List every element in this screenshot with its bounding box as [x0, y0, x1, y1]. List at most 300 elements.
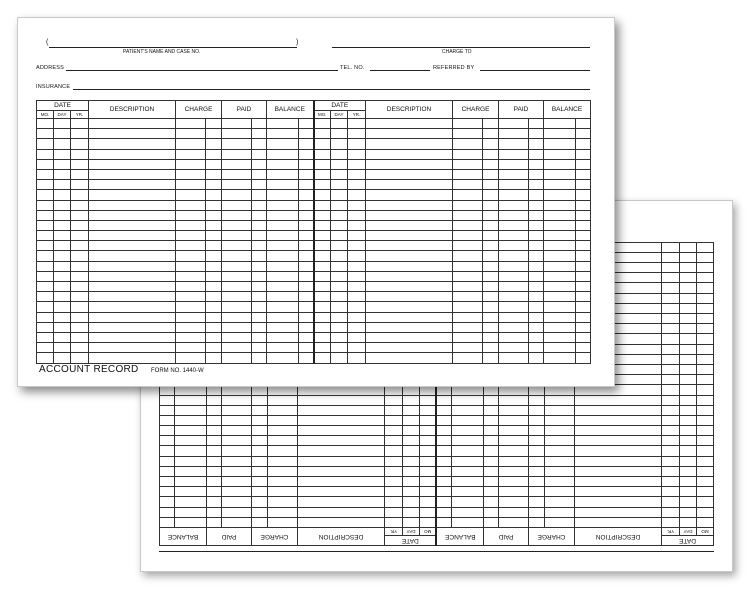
- ledger-cell[interactable]: [314, 271, 331, 281]
- ledger-cell[interactable]: [314, 282, 331, 292]
- ledger-cell[interactable]: [544, 322, 576, 332]
- ledger-cell[interactable]: [366, 190, 453, 200]
- ledger-cell[interactable]: [499, 231, 529, 241]
- ledger-cell[interactable]: [206, 322, 222, 332]
- ledger-cell[interactable]: [483, 312, 499, 322]
- ledger-cell[interactable]: [453, 119, 483, 129]
- ledger-cell[interactable]: [576, 129, 591, 139]
- ledger-cell[interactable]: [37, 251, 54, 261]
- ledger-cell[interactable]: [544, 149, 576, 159]
- ledger-cell[interactable]: [252, 271, 267, 281]
- ledger-cell[interactable]: [222, 149, 252, 159]
- ledger-cell[interactable]: [54, 302, 71, 312]
- ledger-cell[interactable]: [89, 180, 176, 190]
- ledger-cell[interactable]: [37, 302, 54, 312]
- ledger-cell[interactable]: [576, 271, 591, 281]
- ledger-cell[interactable]: [544, 231, 576, 241]
- ledger-cell[interactable]: [366, 312, 453, 322]
- ledger-cell[interactable]: [499, 129, 529, 139]
- ledger-cell[interactable]: [176, 332, 206, 342]
- ledger-cell[interactable]: [176, 271, 206, 281]
- ledger-cell[interactable]: [544, 180, 576, 190]
- ledger-cell[interactable]: [176, 210, 206, 220]
- ledger-cell[interactable]: [206, 282, 222, 292]
- ledger-cell[interactable]: [453, 271, 483, 281]
- ledger-cell[interactable]: [252, 261, 267, 271]
- ledger-cell[interactable]: [331, 241, 348, 251]
- ledger-cell[interactable]: [366, 129, 453, 139]
- ledger-cell[interactable]: [299, 332, 314, 342]
- ledger-cell[interactable]: [453, 241, 483, 251]
- ledger-cell[interactable]: [529, 129, 544, 139]
- ledger-cell[interactable]: [267, 139, 299, 149]
- ledger-cell[interactable]: [366, 292, 453, 302]
- ledger-cell[interactable]: [54, 200, 71, 210]
- ledger-cell[interactable]: [576, 210, 591, 220]
- ledger-cell[interactable]: [252, 302, 267, 312]
- ledger-cell[interactable]: [206, 190, 222, 200]
- ledger-cell[interactable]: [499, 271, 529, 281]
- ledger-cell[interactable]: [499, 210, 529, 220]
- ledger-cell[interactable]: [206, 241, 222, 251]
- ledger-cell[interactable]: [176, 220, 206, 230]
- ledger-cell[interactable]: [453, 220, 483, 230]
- ledger-cell[interactable]: [299, 292, 314, 302]
- ledger-cell[interactable]: [529, 119, 544, 129]
- ledger-cell[interactable]: [89, 149, 176, 159]
- ledger-cell[interactable]: [206, 231, 222, 241]
- ledger-cell[interactable]: [576, 241, 591, 251]
- ledger-cell[interactable]: [529, 159, 544, 169]
- ledger-cell[interactable]: [267, 353, 299, 363]
- ledger-cell[interactable]: [366, 241, 453, 251]
- ledger-cell[interactable]: [331, 251, 348, 261]
- ledger-cell[interactable]: [37, 353, 54, 363]
- ledger-cell[interactable]: [483, 282, 499, 292]
- ledger-cell[interactable]: [206, 353, 222, 363]
- ledger-cell[interactable]: [483, 332, 499, 342]
- ledger-cell[interactable]: [37, 149, 54, 159]
- ledger-cell[interactable]: [222, 343, 252, 353]
- ledger-cell[interactable]: [71, 251, 89, 261]
- ledger-cell[interactable]: [89, 251, 176, 261]
- ledger-cell[interactable]: [483, 139, 499, 149]
- ledger-cell[interactable]: [483, 261, 499, 271]
- ledger-cell[interactable]: [331, 159, 348, 169]
- ledger-cell[interactable]: [499, 302, 529, 312]
- ledger-cell[interactable]: [299, 271, 314, 281]
- ledger-cell[interactable]: [299, 261, 314, 271]
- ledger-cell[interactable]: [89, 190, 176, 200]
- ledger-cell[interactable]: [89, 353, 176, 363]
- ledger-cell[interactable]: [314, 129, 331, 139]
- ledger-cell[interactable]: [299, 149, 314, 159]
- ledger-cell[interactable]: [71, 332, 89, 342]
- ledger-cell[interactable]: [499, 343, 529, 353]
- ledger-cell[interactable]: [206, 139, 222, 149]
- ledger-cell[interactable]: [267, 271, 299, 281]
- ledger-cell[interactable]: [331, 200, 348, 210]
- ledger-cell[interactable]: [348, 332, 366, 342]
- ledger-cell[interactable]: [206, 129, 222, 139]
- ledger-cell[interactable]: [89, 261, 176, 271]
- ledger-cell[interactable]: [366, 200, 453, 210]
- ledger-cell[interactable]: [222, 210, 252, 220]
- ledger-cell[interactable]: [453, 353, 483, 363]
- ledger-cell[interactable]: [267, 220, 299, 230]
- ledger-cell[interactable]: [453, 200, 483, 210]
- ledger-cell[interactable]: [499, 241, 529, 251]
- ledger-cell[interactable]: [453, 169, 483, 179]
- ledger-cell[interactable]: [499, 282, 529, 292]
- ledger-cell[interactable]: [71, 169, 89, 179]
- ledger-cell[interactable]: [71, 200, 89, 210]
- ledger-cell[interactable]: [529, 292, 544, 302]
- ledger-cell[interactable]: [314, 302, 331, 312]
- ledger-cell[interactable]: [314, 180, 331, 190]
- ledger-cell[interactable]: [348, 200, 366, 210]
- ledger-cell[interactable]: [576, 200, 591, 210]
- ledger-cell[interactable]: [89, 210, 176, 220]
- ledger-cell[interactable]: [314, 139, 331, 149]
- ledger-cell[interactable]: [576, 353, 591, 363]
- ledger-cell[interactable]: [483, 200, 499, 210]
- ledger-cell[interactable]: [89, 312, 176, 322]
- ledger-cell[interactable]: [252, 343, 267, 353]
- ledger-cell[interactable]: [37, 139, 54, 149]
- ledger-cell[interactable]: [267, 190, 299, 200]
- ledger-cell[interactable]: [499, 322, 529, 332]
- ledger-cell[interactable]: [314, 200, 331, 210]
- ledger-cell[interactable]: [222, 159, 252, 169]
- ledger-cell[interactable]: [576, 149, 591, 159]
- ledger-cell[interactable]: [483, 149, 499, 159]
- ledger-cell[interactable]: [314, 241, 331, 251]
- ledger-cell[interactable]: [544, 343, 576, 353]
- ledger-cell[interactable]: [331, 180, 348, 190]
- ledger-cell[interactable]: [267, 200, 299, 210]
- ledger-cell[interactable]: [206, 149, 222, 159]
- ledger-cell[interactable]: [222, 139, 252, 149]
- ledger-cell[interactable]: [222, 169, 252, 179]
- ledger-cell[interactable]: [206, 220, 222, 230]
- ledger-cell[interactable]: [299, 282, 314, 292]
- ledger-cell[interactable]: [544, 190, 576, 200]
- ledger-cell[interactable]: [314, 332, 331, 342]
- ledger-cell[interactable]: [206, 312, 222, 322]
- ledger-cell[interactable]: [299, 220, 314, 230]
- ledger-cell[interactable]: [499, 220, 529, 230]
- ledger-cell[interactable]: [576, 139, 591, 149]
- ledger-cell[interactable]: [252, 210, 267, 220]
- ledger-cell[interactable]: [206, 302, 222, 312]
- ledger-cell[interactable]: [37, 261, 54, 271]
- ledger-cell[interactable]: [348, 139, 366, 149]
- ledger-cell[interactable]: [176, 261, 206, 271]
- ledger-cell[interactable]: [267, 261, 299, 271]
- ledger-cell[interactable]: [331, 210, 348, 220]
- ledger-cell[interactable]: [529, 231, 544, 241]
- ledger-cell[interactable]: [71, 210, 89, 220]
- ledger-cell[interactable]: [499, 190, 529, 200]
- ledger-cell[interactable]: [252, 292, 267, 302]
- ledger-cell[interactable]: [252, 231, 267, 241]
- ledger-cell[interactable]: [576, 332, 591, 342]
- ledger-cell[interactable]: [89, 241, 176, 251]
- ledger-cell[interactable]: [54, 353, 71, 363]
- ledger-cell[interactable]: [366, 180, 453, 190]
- ledger-cell[interactable]: [54, 129, 71, 139]
- ledger-cell[interactable]: [529, 149, 544, 159]
- ledger-cell[interactable]: [331, 231, 348, 241]
- ledger-cell[interactable]: [89, 332, 176, 342]
- ledger-cell[interactable]: [89, 231, 176, 241]
- ledger-cell[interactable]: [267, 180, 299, 190]
- ledger-cell[interactable]: [267, 282, 299, 292]
- ledger-cell[interactable]: [252, 251, 267, 261]
- ledger-cell[interactable]: [348, 169, 366, 179]
- ledger-cell[interactable]: [206, 200, 222, 210]
- ledger-cell[interactable]: [529, 169, 544, 179]
- ledger-cell[interactable]: [267, 210, 299, 220]
- ledger-cell[interactable]: [267, 251, 299, 261]
- ledger-cell[interactable]: [483, 271, 499, 281]
- ledger-cell[interactable]: [499, 149, 529, 159]
- ledger-cell[interactable]: [314, 343, 331, 353]
- ledger-cell[interactable]: [176, 241, 206, 251]
- ledger-cell[interactable]: [529, 251, 544, 261]
- ledger-cell[interactable]: [348, 119, 366, 129]
- ledger-cell[interactable]: [366, 119, 453, 129]
- ledger-cell[interactable]: [252, 200, 267, 210]
- ledger-cell[interactable]: [331, 292, 348, 302]
- ledger-cell[interactable]: [71, 119, 89, 129]
- ledger-cell[interactable]: [176, 180, 206, 190]
- ledger-cell[interactable]: [54, 231, 71, 241]
- ledger-cell[interactable]: [529, 180, 544, 190]
- ledger-cell[interactable]: [331, 149, 348, 159]
- ledger-cell[interactable]: [54, 220, 71, 230]
- ledger-cell[interactable]: [252, 159, 267, 169]
- ledger-cell[interactable]: [331, 139, 348, 149]
- ledger-cell[interactable]: [529, 261, 544, 271]
- ledger-cell[interactable]: [499, 180, 529, 190]
- ledger-cell[interactable]: [267, 149, 299, 159]
- ledger-cell[interactable]: [499, 292, 529, 302]
- ledger-cell[interactable]: [37, 169, 54, 179]
- ledger-cell[interactable]: [483, 292, 499, 302]
- ledger-cell[interactable]: [348, 210, 366, 220]
- ledger-cell[interactable]: [576, 169, 591, 179]
- ledger-cell[interactable]: [37, 210, 54, 220]
- ledger-cell[interactable]: [54, 149, 71, 159]
- ledger-cell[interactable]: [331, 119, 348, 129]
- ledger-cell[interactable]: [222, 180, 252, 190]
- ledger-cell[interactable]: [499, 312, 529, 322]
- ledger-cell[interactable]: [348, 241, 366, 251]
- ledger-cell[interactable]: [366, 322, 453, 332]
- ledger-cell[interactable]: [576, 292, 591, 302]
- ledger-cell[interactable]: [453, 180, 483, 190]
- ledger-cell[interactable]: [299, 180, 314, 190]
- ledger-cell[interactable]: [544, 210, 576, 220]
- ledger-cell[interactable]: [483, 159, 499, 169]
- ledger-cell[interactable]: [544, 312, 576, 322]
- ledger-cell[interactable]: [453, 159, 483, 169]
- ledger-cell[interactable]: [453, 322, 483, 332]
- ledger-cell[interactable]: [529, 322, 544, 332]
- ledger-cell[interactable]: [222, 129, 252, 139]
- ledger-cell[interactable]: [366, 169, 453, 179]
- ledger-cell[interactable]: [176, 169, 206, 179]
- ledger-cell[interactable]: [331, 302, 348, 312]
- ledger-cell[interactable]: [576, 322, 591, 332]
- ledger-cell[interactable]: [222, 220, 252, 230]
- ledger-cell[interactable]: [267, 159, 299, 169]
- ledger-cell[interactable]: [89, 220, 176, 230]
- ledger-cell[interactable]: [576, 180, 591, 190]
- ledger-cell[interactable]: [267, 312, 299, 322]
- ledger-cell[interactable]: [529, 271, 544, 281]
- ledger-cell[interactable]: [453, 261, 483, 271]
- ledger-cell[interactable]: [348, 343, 366, 353]
- ledger-cell[interactable]: [54, 271, 71, 281]
- ledger-cell[interactable]: [267, 241, 299, 251]
- ledger-cell[interactable]: [529, 190, 544, 200]
- ledger-cell[interactable]: [267, 129, 299, 139]
- ledger-cell[interactable]: [453, 312, 483, 322]
- ledger-cell[interactable]: [348, 251, 366, 261]
- ledger-cell[interactable]: [37, 312, 54, 322]
- ledger-cell[interactable]: [529, 343, 544, 353]
- ledger-cell[interactable]: [89, 159, 176, 169]
- ledger-cell[interactable]: [544, 302, 576, 312]
- ledger-cell[interactable]: [222, 200, 252, 210]
- ledger-cell[interactable]: [176, 292, 206, 302]
- ledger-cell[interactable]: [483, 241, 499, 251]
- ledger-cell[interactable]: [314, 322, 331, 332]
- ledger-cell[interactable]: [176, 231, 206, 241]
- ledger-cell[interactable]: [331, 353, 348, 363]
- ledger-cell[interactable]: [576, 282, 591, 292]
- ledger-cell[interactable]: [37, 292, 54, 302]
- ledger-cell[interactable]: [483, 180, 499, 190]
- ledger-cell[interactable]: [252, 353, 267, 363]
- ledger-cell[interactable]: [89, 292, 176, 302]
- ledger-cell[interactable]: [366, 353, 453, 363]
- ledger-cell[interactable]: [348, 312, 366, 322]
- ledger-cell[interactable]: [576, 251, 591, 261]
- ledger-cell[interactable]: [89, 271, 176, 281]
- ledger-cell[interactable]: [499, 332, 529, 342]
- ledger-cell[interactable]: [544, 139, 576, 149]
- ledger-cell[interactable]: [37, 241, 54, 251]
- ledger-cell[interactable]: [348, 302, 366, 312]
- ledger-cell[interactable]: [331, 282, 348, 292]
- ledger-cell[interactable]: [222, 282, 252, 292]
- ledger-cell[interactable]: [222, 231, 252, 241]
- ledger-cell[interactable]: [206, 332, 222, 342]
- ledger-cell[interactable]: [366, 149, 453, 159]
- ledger-cell[interactable]: [529, 139, 544, 149]
- ledger-cell[interactable]: [576, 190, 591, 200]
- ledger-cell[interactable]: [314, 190, 331, 200]
- ledger-cell[interactable]: [176, 159, 206, 169]
- ledger-cell[interactable]: [366, 159, 453, 169]
- ledger-cell[interactable]: [252, 119, 267, 129]
- ledger-cell[interactable]: [222, 119, 252, 129]
- ledger-cell[interactable]: [348, 220, 366, 230]
- ledger-cell[interactable]: [483, 302, 499, 312]
- ledger-cell[interactable]: [206, 271, 222, 281]
- ledger-cell[interactable]: [348, 159, 366, 169]
- ledger-cell[interactable]: [37, 332, 54, 342]
- ledger-cell[interactable]: [54, 261, 71, 271]
- ledger-cell[interactable]: [267, 322, 299, 332]
- ledger-cell[interactable]: [222, 292, 252, 302]
- ledger-cell[interactable]: [176, 343, 206, 353]
- ledger-cell[interactable]: [348, 282, 366, 292]
- ledger-cell[interactable]: [89, 119, 176, 129]
- ledger-cell[interactable]: [314, 231, 331, 241]
- ledger-cell[interactable]: [366, 332, 453, 342]
- ledger-cell[interactable]: [176, 302, 206, 312]
- ledger-cell[interactable]: [483, 169, 499, 179]
- ledger-cell[interactable]: [54, 139, 71, 149]
- ledger-cell[interactable]: [222, 302, 252, 312]
- ledger-cell[interactable]: [54, 180, 71, 190]
- ledger-cell[interactable]: [89, 343, 176, 353]
- ledger-cell[interactable]: [222, 353, 252, 363]
- ledger-cell[interactable]: [252, 169, 267, 179]
- ledger-cell[interactable]: [54, 343, 71, 353]
- ledger-cell[interactable]: [176, 149, 206, 159]
- ledger-cell[interactable]: [37, 200, 54, 210]
- ledger-cell[interactable]: [348, 292, 366, 302]
- ledger-cell[interactable]: [71, 343, 89, 353]
- ledger-cell[interactable]: [499, 169, 529, 179]
- ledger-cell[interactable]: [71, 261, 89, 271]
- ledger-cell[interactable]: [544, 169, 576, 179]
- ledger-cell[interactable]: [54, 292, 71, 302]
- ledger-cell[interactable]: [529, 332, 544, 342]
- ledger-cell[interactable]: [222, 251, 252, 261]
- ledger-cell[interactable]: [252, 332, 267, 342]
- ledger-cell[interactable]: [54, 241, 71, 251]
- ledger-cell[interactable]: [314, 251, 331, 261]
- ledger-cell[interactable]: [299, 159, 314, 169]
- ledger-cell[interactable]: [453, 282, 483, 292]
- ledger-cell[interactable]: [37, 180, 54, 190]
- ledger-cell[interactable]: [89, 322, 176, 332]
- ledger-cell[interactable]: [267, 343, 299, 353]
- ledger-cell[interactable]: [252, 220, 267, 230]
- ledger-cell[interactable]: [544, 353, 576, 363]
- ledger-cell[interactable]: [206, 119, 222, 129]
- ledger-cell[interactable]: [54, 169, 71, 179]
- ledger-cell[interactable]: [299, 200, 314, 210]
- ledger-cell[interactable]: [54, 190, 71, 200]
- ledger-cell[interactable]: [529, 312, 544, 322]
- ledger-cell[interactable]: [267, 332, 299, 342]
- ledger-cell[interactable]: [37, 322, 54, 332]
- ledger-cell[interactable]: [499, 261, 529, 271]
- ledger-cell[interactable]: [529, 210, 544, 220]
- ledger-cell[interactable]: [483, 220, 499, 230]
- ledger-cell[interactable]: [576, 302, 591, 312]
- ledger-cell[interactable]: [299, 343, 314, 353]
- ledger-cell[interactable]: [252, 322, 267, 332]
